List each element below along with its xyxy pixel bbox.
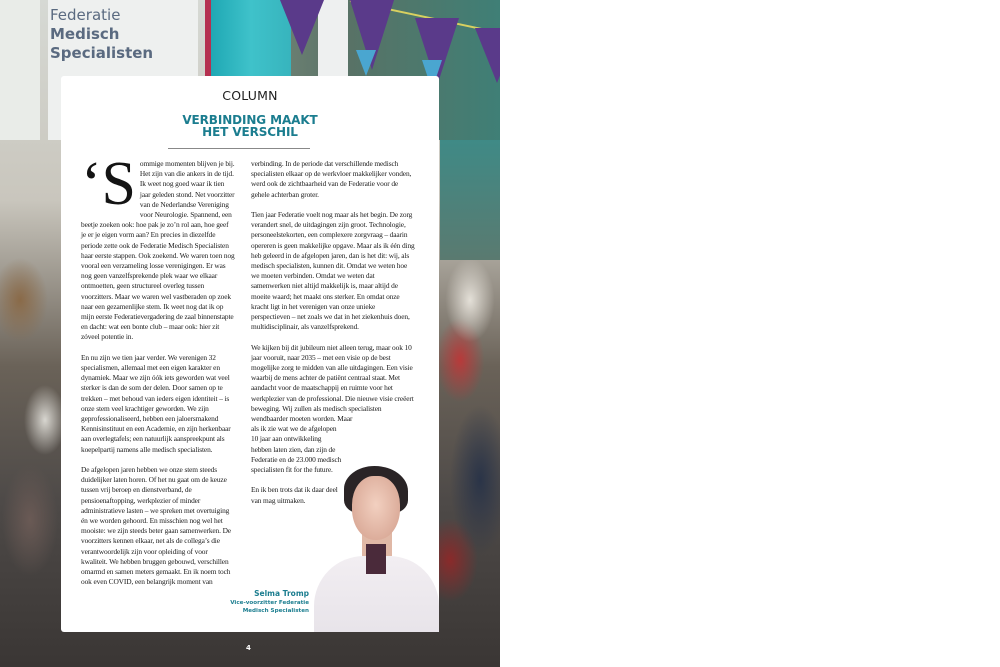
background-hanging-shirt	[205, 0, 291, 78]
section-kicker: COLUMN	[222, 88, 278, 103]
text-column-left	[81, 150, 235, 598]
drop-cap: ‘S	[81, 150, 136, 218]
author-role-line-1: Vice-voorzitter Federatie	[230, 600, 309, 606]
author-signature	[211, 589, 309, 615]
paragraph: We kijken bij dit jubileum niet alleen terug, maar ook 10 jaar vooruit, naar 2035 – met een visie op de best mogelijke zorg te midden van alle uitdagingen. Een visie waarbij de mens achter de patiënt centraal staat. Met aandacht voor de maatschappij en ruimte voor het werkplezier van de professional. Die nieuwe visie creëert beweging. Wij zullen als medisch specialisten wendbaarder moeten worden. Maar	[251, 342, 414, 424]
headline-line-1: VERBINDING MAAKT	[182, 113, 318, 127]
author-role-line-2: Medisch Specialisten	[242, 608, 309, 614]
article-headline	[61, 114, 439, 138]
paragraph: En nu zijn we tien jaar verder. We verenigen 32 specialismen, allemaal met een eigen karakter en dynamiek. Maar we zijn óók iets geworden wat veel sterker is dan de som der delen. Door samen op te trekken – met behoud van ieders eigen identiteit – is onze stem veel krachtiger geworden. We zijn geprofessionaliseerd, hebben een jaloersmakend Kennisinstituut en een Academie, en zijn herkenbaar aan overlegtafels; een natuurlijk aanspreekpunt als koepelpartij namens alle medisch specialisten.	[81, 352, 231, 454]
banner-line-2: Medisch	[50, 25, 120, 43]
paragraph: als ik zie wat we de afgelopen 10 jaar aan ontwikkeling hebben laten zien, dan zijn de Federatie en de 23.000 medisch specialisten fit for the future.	[251, 424, 342, 475]
headline-line-2: HET VERSCHIL	[202, 125, 298, 139]
background-column	[0, 0, 40, 140]
portrait-collar	[366, 544, 386, 574]
bunting-pennant-icon	[475, 28, 500, 83]
paragraph-text: ommige momenten blijven je bij. Het zijn van die ankers in de tijd. Ik weet nog goed waar ik tien jaar geleden stond. Net voorzitter van de Nederlandse Vereniging voor Neurologie. Spannend, een beetje zoeken ook: hoe pak je zo’n rol aan, hoe geef je er je eigen vorm aan? En precies in diezelfde periode zette ook de Federatie Medisch Specialisten haar eerste stappen. Ook zoekend. We waren toen nog vooral een verzameling losse verenigingen. Er was nog geen vanzelfsprekende plek waar we elkaar ontmoetten, geen structureel overleg tussen voorzitters. Maar we waren wel vastberaden op zoek naar een gezamenlijke stem. Ik weet nog dat ik op mijn eerste Federatievergadering de zaal binnenstapte en dacht: wat een bonte club – maar ook: hier zit zóveel potentie in.	[81, 159, 235, 342]
paragraph: De afgelopen jaren hebben we onze stem steeds duidelijker laten horen. Of het nu gaat om de keuze tussen vrij beroep en dienstverband, de pensioenaftopping, werkplezier of minder administratieve lasten – we spreken met overtuiging én we worden gehoord. En misschien nog wel het mooiste: we zijn steeds beter gaan samenwerken. De voorzitters kennen elkaar, net als de collega’s die verantwoordelijk zijn voor opleiding of voor kwaliteit. We hebben bruggen gebouwd, verschillen omarmd en samen meters gemaakt. En ik noem toch ook even COVID, een belangrijk moment van	[81, 465, 231, 587]
paragraph	[81, 150, 235, 343]
author-name: Selma Tromp	[254, 589, 309, 598]
column-card	[61, 76, 439, 632]
banner-text	[50, 6, 153, 63]
headline-divider	[168, 148, 310, 149]
author-portrait	[314, 466, 439, 632]
paragraph: En ik ben trots dat ik daar deel van mag uitmaken.	[251, 485, 338, 505]
bunting-pennant-icon	[356, 50, 376, 76]
paragraph: verbinding. In de periode dat verschillende medisch specialisten elkaar op de werkvloer makkelijker vonden, werd ook de zichtbaarheid van de Federatie voor de gehele achterban groter.	[251, 159, 412, 199]
banner-line-3: Specialisten	[50, 44, 154, 62]
bunting-pennant-icon	[280, 0, 324, 55]
portrait-face	[352, 476, 400, 540]
paragraph: Tien jaar Federatie voelt nog maar als het begin. De zorg verandert snel, de uitdagingen zijn groot. Technologie, personeelstekorten, een complexere zorgvraag – daarin opereren is geen makkelijke opgave. Maar als ik één ding heb geleerd in de afgelopen jaren, dan is het dit: wij, als medisch specialisten, kunnen dit. Omdat we weten hoe we moeten verbinden. Omdat we weten dat samenwerken niet altijd makkelijk is, maar altijd de moeite waard; het maakt ons sterker. En omdat onze kracht ligt in het verenigen van onze unieke perspectieven – net zoals we dat in het ziekenhuis doen, multidisciplinair, als vanzelfsprekend.	[251, 210, 415, 332]
text-column-right	[251, 159, 415, 516]
page-number: 4	[246, 644, 251, 652]
background-curtain-right	[440, 140, 500, 260]
banner-line-1: Federatie	[50, 6, 121, 24]
